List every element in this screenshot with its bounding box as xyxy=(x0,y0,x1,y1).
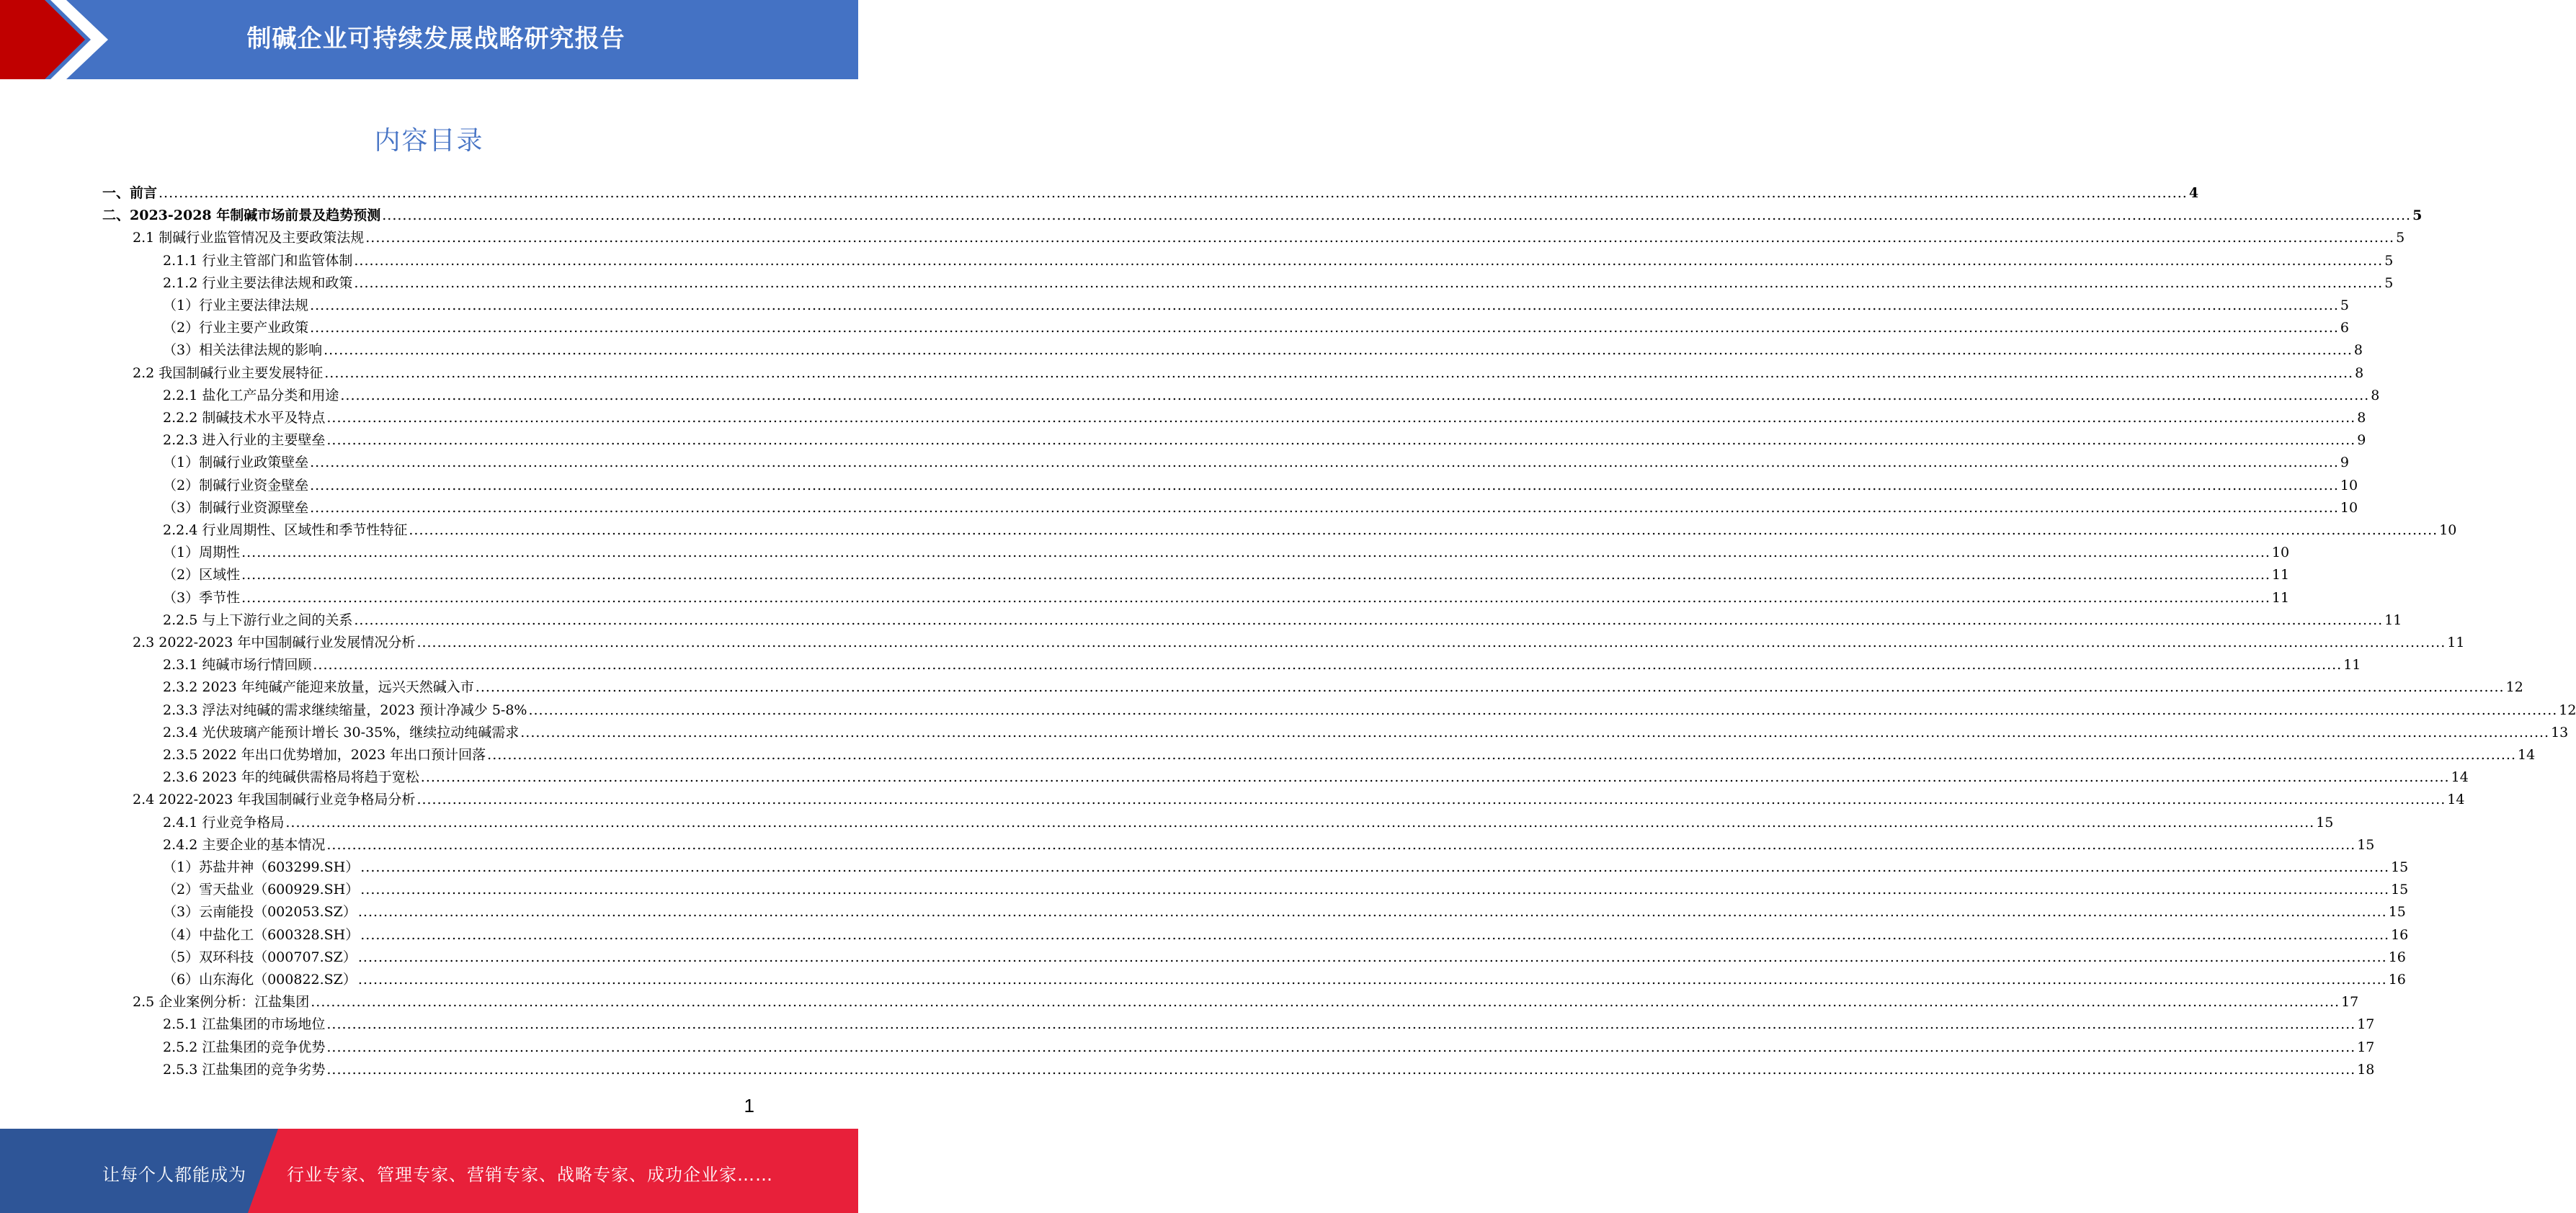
toc-leader-dots: ................................................................................................................................................................................................................................................................................................................................................................................................................ xyxy=(310,477,2339,493)
toc-entry[interactable] xyxy=(163,250,2394,272)
toc-entry-page: 13 xyxy=(2551,724,2569,740)
toc-entry[interactable] xyxy=(102,182,2199,205)
toc-leader-dots: ................................................................................................................................................................................................................................................................................................................................................................................................................ xyxy=(520,724,2550,740)
toc-entry-page: 16 xyxy=(2391,926,2409,943)
toc-entry[interactable] xyxy=(163,834,2375,856)
toc-entry[interactable] xyxy=(133,632,2465,654)
toc-entry[interactable] xyxy=(133,362,2364,385)
toc-entry[interactable] xyxy=(163,1013,2375,1036)
toc-leader-dots: ................................................................................................................................................................................................................................................................................................................................................................................................................ xyxy=(360,926,2390,943)
toc-entry-page: 14 xyxy=(2447,792,2465,808)
toc-entry-title: （1）苏盐井神（603299.SH） xyxy=(163,859,360,875)
toc-entry-title: 2.2.3 进入行业的主要壁垒 xyxy=(163,432,326,449)
toc-leader-dots: ................................................................................................................................................................................................................................................................................................................................................................................................................ xyxy=(324,364,2354,381)
toc-entry-page: 11 xyxy=(2271,567,2290,583)
toc-leader-dots: ................................................................................................................................................................................................................................................................................................................................................................................................................ xyxy=(310,455,2339,471)
report-title: 制碱企业可持续发展战略研究报告 xyxy=(246,24,625,53)
toc-entry[interactable] xyxy=(163,946,2406,969)
toc-leader-dots: ................................................................................................................................................................................................................................................................................................................................................................................................................ xyxy=(420,769,2450,786)
toc-entry[interactable] xyxy=(163,744,2536,766)
toc-entry-title: （1）制碱行业政策壁垒 xyxy=(163,455,309,471)
toc-entry-title: （3）云南能投（002053.SZ） xyxy=(163,904,357,921)
toc-entry-title: （3）相关法律法规的影响 xyxy=(163,342,323,359)
toc-leader-dots: ................................................................................................................................................................................................................................................................................................................................................................................................................ xyxy=(487,747,2516,763)
toc-entry[interactable] xyxy=(163,385,2380,407)
toc-entry-title: 2.5.1 江盐集团的市场地位 xyxy=(163,1016,326,1033)
toc-entry-page: 14 xyxy=(2451,769,2469,786)
toc-entry-title: 2.4.2 主要企业的基本情况 xyxy=(163,836,326,853)
toc-entry-page: 15 xyxy=(2388,904,2406,921)
toc-entry-page: 9 xyxy=(2340,455,2350,471)
toc-entry[interactable] xyxy=(163,407,2366,429)
toc-entry[interactable] xyxy=(163,1059,2375,1081)
toc-leader-dots: ................................................................................................................................................................................................................................................................................................................................................................................................................ xyxy=(310,320,2339,336)
toc-entry[interactable] xyxy=(163,429,2366,452)
toc-entry-title: 2.1.1 行业主管部门和监管体制 xyxy=(163,252,353,269)
toc-leader-dots: ................................................................................................................................................................................................................................................................................................................................................................................................................ xyxy=(357,972,2387,988)
toc-entry-title: 2.1 制碱行业监管情况及主要政策法规 xyxy=(133,230,365,246)
toc-leader-dots: ................................................................................................................................................................................................................................................................................................................................................................................................................ xyxy=(365,230,2395,246)
toc-entry-page: 5 xyxy=(2384,252,2394,269)
toc-entry-title: 2.5.2 江盐集团的竞争优势 xyxy=(163,1039,326,1055)
toc-leader-dots: ................................................................................................................................................................................................................................................................................................................................................................................................................ xyxy=(310,499,2339,516)
toc-leader-dots: ................................................................................................................................................................................................................................................................................................................................................................................................................ xyxy=(357,904,2387,921)
footer-slogan-left: 让每个人都能成为 xyxy=(102,1165,246,1185)
toc-entry-title: 2.2.2 制碱技术水平及特点 xyxy=(163,410,326,426)
toc-entry-title: 2.2 我国制碱行业主要发展特征 xyxy=(133,364,324,381)
toc-entry[interactable] xyxy=(163,339,2363,362)
toc-entry[interactable] xyxy=(163,317,2350,339)
toc-entry-page: 15 xyxy=(2316,814,2334,831)
toc-entry-title: 2.3.6 2023 年的纯碱供需格局将趋于宽松 xyxy=(163,769,419,786)
toc-entry-title: （5）双环科技（000707.SZ） xyxy=(163,949,357,965)
toc-entry-page: 6 xyxy=(2340,320,2350,336)
toc-leader-dots: ................................................................................................................................................................................................................................................................................................................................................................................................................ xyxy=(416,635,2446,650)
toc-leader-dots: ................................................................................................................................................................................................................................................................................................................................................................................................................ xyxy=(475,679,2505,696)
toc-leader-dots: ................................................................................................................................................................................................................................................................................................................................................................................................................ xyxy=(357,949,2387,965)
toc-entry-page: 12 xyxy=(2559,702,2576,718)
toc-entry-title: 2.5 企业案例分析：江盐集团 xyxy=(133,994,310,1011)
toc-entry[interactable] xyxy=(163,609,2402,632)
header-arrow-decoration xyxy=(0,0,115,79)
toc-leader-dots: ................................................................................................................................................................................................................................................................................................................................................................................................................ xyxy=(313,657,2343,673)
toc-leader-dots: ................................................................................................................................................................................................................................................................................................................................................................................................................ xyxy=(324,342,2353,359)
toc-leader-dots: ................................................................................................................................................................................................................................................................................................................................................................................................................ xyxy=(241,567,2270,583)
toc-entry-title: 2.3.3 浮法对纯碱的需求继续缩量，2023 预计净减少 5-8% xyxy=(163,702,527,718)
toc-entry[interactable] xyxy=(163,519,2457,542)
toc-entry-page: 15 xyxy=(2391,859,2409,875)
toc-entry-title: （1）周期性 xyxy=(163,545,241,561)
toc-entry[interactable] xyxy=(163,542,2290,564)
toc-entry-title: （2）制碱行业资金壁垒 xyxy=(163,477,309,493)
toc-entry[interactable] xyxy=(163,901,2406,923)
toc-leader-dots: ................................................................................................................................................................................................................................................................................................................................................................................................................ xyxy=(382,207,2412,224)
toc-entry-page: 8 xyxy=(2357,410,2366,426)
toc-leader-dots: ................................................................................................................................................................................................................................................................................................................................................................................................................ xyxy=(528,702,2558,718)
toc-leader-dots: ................................................................................................................................................................................................................................................................................................................................................................................................................ xyxy=(285,814,2315,831)
toc-entry-page: 5 xyxy=(2340,297,2350,313)
toc-entry-title: 2.3 2022-2023 年中国制碱行业发展情况分析 xyxy=(133,635,416,650)
toc-entry-page: 18 xyxy=(2357,1061,2375,1078)
toc-entry[interactable] xyxy=(163,766,2469,789)
toc-entry-title: 二、2023-2028 年制碱市场前景及趋势预测 xyxy=(102,207,381,224)
toc-heading: 内容目录 xyxy=(374,126,484,156)
toc-entry-title: 2.3.2 2023 年纯碱产能迎来放量，远兴天然碱入市 xyxy=(163,679,474,696)
toc-entry[interactable] xyxy=(163,475,2358,497)
toc-entry[interactable] xyxy=(133,991,2359,1013)
toc-leader-dots: ................................................................................................................................................................................................................................................................................................................................................................................................................ xyxy=(241,589,2270,606)
toc-entry[interactable] xyxy=(102,205,2423,227)
toc-leader-dots: ................................................................................................................................................................................................................................................................................................................................................................................................................ xyxy=(326,1061,2356,1078)
toc-entry[interactable] xyxy=(163,452,2350,474)
toc-entry-title: （2）行业主要产业政策 xyxy=(163,320,309,336)
footer-slogan-right: 行业专家、管理专家、营销专家、战略专家、成功企业家…… xyxy=(287,1165,773,1185)
toc-entry-page: 8 xyxy=(2353,342,2363,359)
toc-entry-title: 一、前言 xyxy=(102,185,158,201)
toc-entry-page: 16 xyxy=(2388,949,2406,965)
header-banner xyxy=(0,0,858,79)
toc-entry-page: 11 xyxy=(2384,612,2402,628)
toc-entry-page: 17 xyxy=(2357,1016,2375,1033)
toc-entry-title: 2.5.3 江盐集团的竞争劣势 xyxy=(163,1061,326,1078)
toc-entry-title: 2.3.5 2022 年出口优势增加，2023 年出口预计回落 xyxy=(163,747,486,763)
toc-leader-dots: ................................................................................................................................................................................................................................................................................................................................................................................................................ xyxy=(354,252,2384,269)
toc-entry-page: 9 xyxy=(2357,432,2366,449)
toc-entry-page: 8 xyxy=(2371,387,2380,403)
toc-leader-dots: ................................................................................................................................................................................................................................................................................................................................................................................................................ xyxy=(241,545,2270,561)
toc-entry-page: 16 xyxy=(2388,972,2406,988)
toc-entry-title: （6）山东海化（000822.SZ） xyxy=(163,972,357,988)
toc-leader-dots: ................................................................................................................................................................................................................................................................................................................................................................................................................ xyxy=(326,1016,2356,1033)
toc-entry-title: （1）行业主要法律法规 xyxy=(163,297,309,313)
toc-entry-page: 17 xyxy=(2357,1039,2375,1055)
toc-entry-title: 2.3.4 光伏玻璃产能预计增长 30-35%，继续拉动纯碱需求 xyxy=(163,724,520,740)
toc-entry-title: 2.4.1 行业竞争格局 xyxy=(163,814,285,831)
toc-entry[interactable] xyxy=(163,856,2409,879)
toc-entry[interactable] xyxy=(163,722,2569,744)
toc-entry[interactable] xyxy=(133,789,2465,811)
toc-entry-page: 5 xyxy=(2384,274,2394,291)
toc-entry-page: 10 xyxy=(2271,545,2290,561)
toc-entry-title: 2.1.2 行业主要法律法规和政策 xyxy=(163,274,353,291)
toc-leader-dots: ................................................................................................................................................................................................................................................................................................................................................................................................................ xyxy=(416,792,2446,808)
toc-leader-dots: ................................................................................................................................................................................................................................................................................................................................................................................................................ xyxy=(311,994,2340,1011)
toc-entry-page: 4 xyxy=(2188,185,2199,201)
toc-entry[interactable] xyxy=(163,812,2334,834)
page-number: 1 xyxy=(744,1095,754,1116)
toc-entry-title: 2.2.5 与上下游行业之间的关系 xyxy=(163,612,353,628)
toc-entry-title: 2.2.1 盐化工产品分类和用途 xyxy=(163,387,339,403)
toc-entry-page: 11 xyxy=(2447,635,2465,650)
toc-entry[interactable] xyxy=(163,272,2394,295)
toc-entry-page: 17 xyxy=(2341,994,2359,1011)
toc-entry-page: 5 xyxy=(2396,230,2405,246)
toc-leader-dots: ................................................................................................................................................................................................................................................................................................................................................................................................................ xyxy=(326,1039,2356,1055)
toc-entry[interactable] xyxy=(163,879,2409,901)
toc-entry-title: 2.2.4 行业周期性、区域性和季节性特征 xyxy=(163,522,408,538)
toc-entry[interactable] xyxy=(163,654,2361,676)
toc-leader-dots: ................................................................................................................................................................................................................................................................................................................................................................................................................ xyxy=(340,387,2370,403)
toc-entry[interactable] xyxy=(163,497,2358,519)
toc-entry-page: 5 xyxy=(2412,207,2423,224)
toc-leader-dots: ................................................................................................................................................................................................................................................................................................................................................................................................................ xyxy=(310,297,2339,313)
toc-entry-title: （3）制碱行业资源壁垒 xyxy=(163,499,309,516)
toc-entry-page: 15 xyxy=(2357,836,2375,853)
toc-entry-title: （2）区域性 xyxy=(163,567,241,583)
toc-entry[interactable] xyxy=(163,295,2350,317)
toc-entry[interactable] xyxy=(163,699,2576,722)
toc-entry-title: 2.3.1 纯碱市场行情回顾 xyxy=(163,657,312,673)
toc-entry[interactable] xyxy=(163,969,2406,991)
toc-entry-title: 2.4 2022-2023 年我国制碱行业竞争格局分析 xyxy=(133,792,416,808)
toc-leader-dots: ................................................................................................................................................................................................................................................................................................................................................................................................................ xyxy=(354,612,2384,628)
toc-entry-title: （2）雪天盐业（600929.SH） xyxy=(163,882,360,898)
toc-leader-dots: ................................................................................................................................................................................................................................................................................................................................................................................................................ xyxy=(354,274,2384,291)
toc-entry-page: 10 xyxy=(2340,499,2358,516)
toc-entry-page: 8 xyxy=(2355,364,2364,381)
toc-entry[interactable] xyxy=(163,924,2409,946)
toc-leader-dots: ................................................................................................................................................................................................................................................................................................................................................................................................................ xyxy=(326,410,2356,426)
toc-leader-dots: ................................................................................................................................................................................................................................................................................................................................................................................................................ xyxy=(159,185,2188,201)
toc-entry[interactable] xyxy=(163,676,2523,699)
toc-entry-page: 14 xyxy=(2518,747,2536,763)
toc-entry[interactable] xyxy=(163,1037,2375,1059)
toc-entry[interactable] xyxy=(163,564,2290,586)
toc-entry-page: 10 xyxy=(2340,477,2358,493)
toc-entry[interactable] xyxy=(163,587,2290,609)
footer-banner xyxy=(0,1129,858,1213)
toc-entry-title: （3）季节性 xyxy=(163,589,241,606)
toc-leader-dots: ................................................................................................................................................................................................................................................................................................................................................................................................................ xyxy=(326,836,2356,853)
toc-leader-dots: ................................................................................................................................................................................................................................................................................................................................................................................................................ xyxy=(360,882,2390,898)
toc-entry-title: （4）中盐化工（600328.SH） xyxy=(163,926,360,943)
toc-leader-dots: ................................................................................................................................................................................................................................................................................................................................................................................................................ xyxy=(326,432,2356,449)
toc-leader-dots: ................................................................................................................................................................................................................................................................................................................................................................................................................ xyxy=(360,859,2390,875)
toc-entry[interactable] xyxy=(133,227,2405,249)
toc-leader-dots: ................................................................................................................................................................................................................................................................................................................................................................................................................ xyxy=(409,522,2438,538)
toc-entry-page: 12 xyxy=(2505,679,2523,696)
toc-entry-page: 11 xyxy=(2343,657,2361,673)
toc-entry-page: 15 xyxy=(2391,882,2409,898)
toc-entry-page: 10 xyxy=(2439,522,2457,538)
toc-entry-page: 11 xyxy=(2271,589,2290,606)
